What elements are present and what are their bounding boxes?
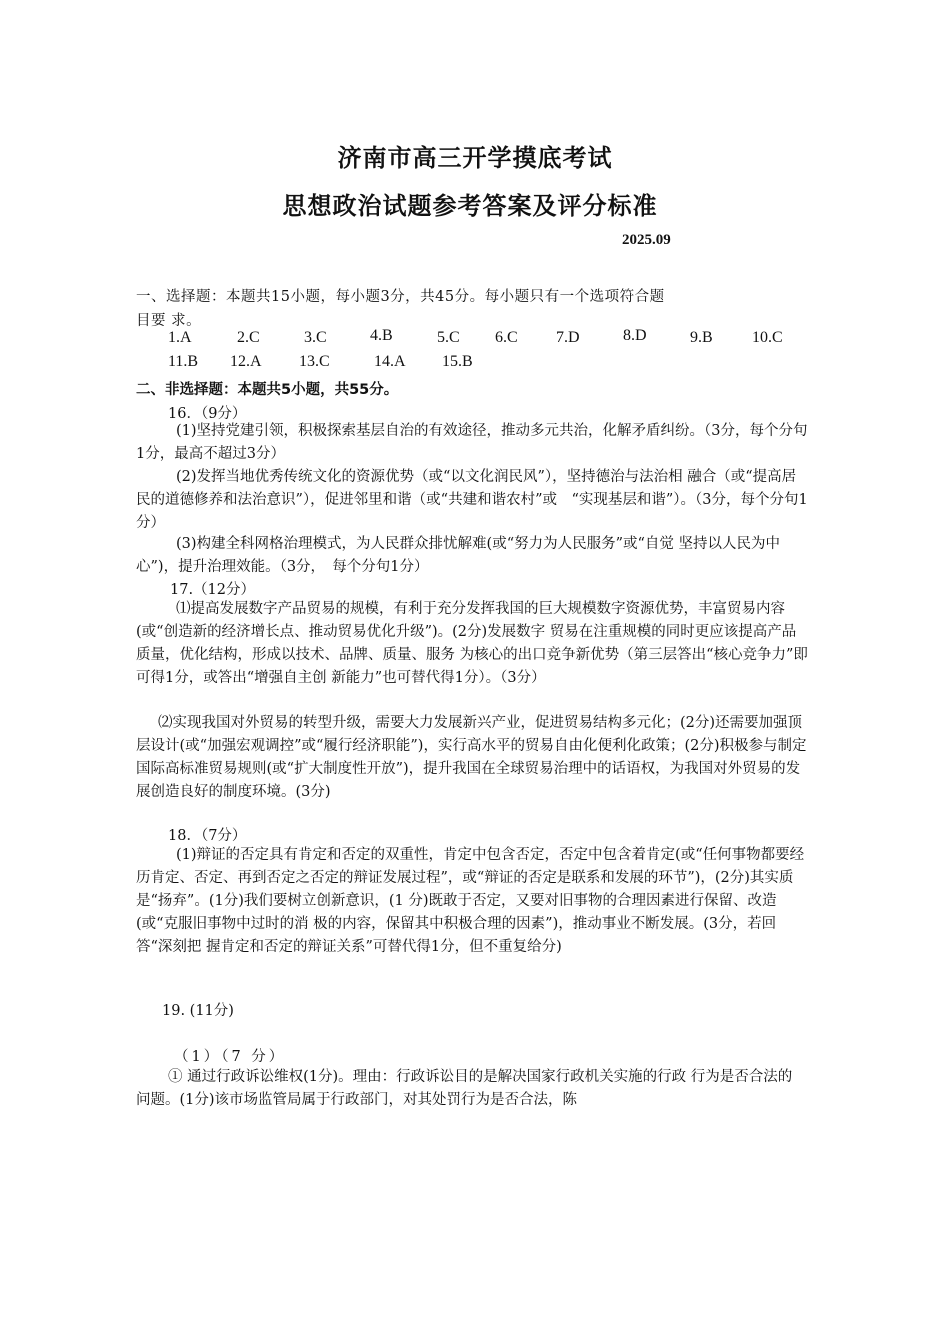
q17-header: 17.（12分） bbox=[170, 582, 256, 598]
q19-part1: ① 通过行政诉讼维权(1分)。理由：行政诉讼目的是解决国家行政机关实施的行政 行为是否合法的问题。(1分)该市场监管局属于行政部门，对其处罚行为是否合法，陈 bbox=[136, 1069, 793, 1108]
q17-part1: ⑴提高发展数字产品贸易的规模，有利于充分发挥我国的巨大规模数字资源优势，丰富贸易内容(或“创造新的经济增长点、推动贸易优化升级”)。(2分)发展数字 贸易在注重规模的同时更应该提高产品质量，优化结构，形成以技术、品牌、质量、服务 为核心的出口竞争新优势（第三层答出“核心竞争力”即可得1分，或答出“增强自主创 新能力”也可替代得1分）。（3分） bbox=[136, 601, 808, 686]
answer-item: 14.A bbox=[374, 353, 406, 370]
q16-part2: (2)发挥当地优秀传统文化的资源优势（或“以文化润民风”），坚持德治与法治相 融合（或“提高居民的道德修养和法治意识”），促进邻里和谐（或“共建和谐农村”或 “实现基层和谐”）。（3分，每个分句1分） bbox=[136, 469, 808, 531]
answer-item: 8.D bbox=[623, 327, 647, 344]
q19-subheader: （1）（7 分） bbox=[174, 1049, 287, 1065]
answer-item: 4.B bbox=[370, 327, 393, 344]
q16-part1: (1)坚持党建引领，积极探索基层自治的有效途径，推动多元共治，化解矛盾纠纷。（3分，每个分句1分，最高不超过3分） bbox=[136, 423, 808, 462]
answer-item: 10.C bbox=[752, 329, 783, 346]
answer-item: 2.C bbox=[237, 329, 260, 346]
answer-item: 5.C bbox=[437, 329, 460, 346]
document-subtitle: 思想政治试题参考答案及评分标准 bbox=[282, 192, 658, 220]
answer-item: 6.C bbox=[495, 329, 518, 346]
q19-header: 19. (11分) bbox=[162, 1003, 234, 1019]
answer-item: 15.B bbox=[442, 353, 473, 370]
q18-header: 18．（7分） bbox=[168, 828, 247, 844]
answer-item: 7.D bbox=[556, 329, 580, 346]
section1-heading-cont: 目要 求。 bbox=[136, 313, 202, 329]
document-title: 济南市高三开学摸底考试 bbox=[337, 144, 613, 172]
answer-item: 3.C bbox=[304, 329, 327, 346]
q17-part2: ⑵实现我国对外贸易的转型升级，需要大力发展新兴产业，促进贸易结构多元化；(2分)还需要加强顶层设计(或“加强宏观调控”或“履行经济职能”)，实行高水平的贸易自由化便利化政策；(2分)积极参与制定国际高标准贸易规则(或“扩大制度性开放”)，提升我国在全球贸易治理中的话语权，为我国对外贸易的发展创造良好的制度环境。(3分) bbox=[136, 715, 807, 800]
answer-item: 13.C bbox=[299, 353, 330, 370]
q16-header: 16．（9分） bbox=[168, 406, 247, 422]
answer-item: 11.B bbox=[168, 353, 199, 370]
q18-part1: (1)辩证的否定具有肯定和否定的双重性，肯定中包含否定，否定中包含着肯定(或“任何事物都要经历肯定、否定、再到否定之否定的辩证发展过程”，或“辩证的否定是联系和发展的环节”)，(2分)其实质是“扬弃”。(1分)我们要树立创新意识，(1 分)既敢于否定，又要对旧事物的合理因素进行保留、改造(或“克服旧事物中过时的消 极的内容，保留其中积极合理的因素”)，推动事业不断发展。(3分，若回答“深刻把 握肯定和否定的辩证关系”可替代得1分，但不重复给分) bbox=[136, 847, 805, 955]
q16-part3: (3)构建全科网格治理模式，为人民群众排忧解难(或“努力为人民服务”或“自觉 坚持以人民为中心”)，提升治理效能。（3分， 每个分句1分） bbox=[136, 536, 781, 575]
document-date: 2025.09 bbox=[622, 232, 671, 248]
answer-item: 9.B bbox=[690, 329, 713, 346]
answer-item: 12.A bbox=[230, 353, 262, 370]
section1-heading: 一、选择题：本题共15小题，每小题3分，共45分。每小题只有一个选项符合题 bbox=[136, 289, 665, 305]
section2-heading: 二、非选择题：本题共5小题，共55分。 bbox=[136, 382, 399, 398]
answer-item: 1.A bbox=[168, 329, 192, 346]
